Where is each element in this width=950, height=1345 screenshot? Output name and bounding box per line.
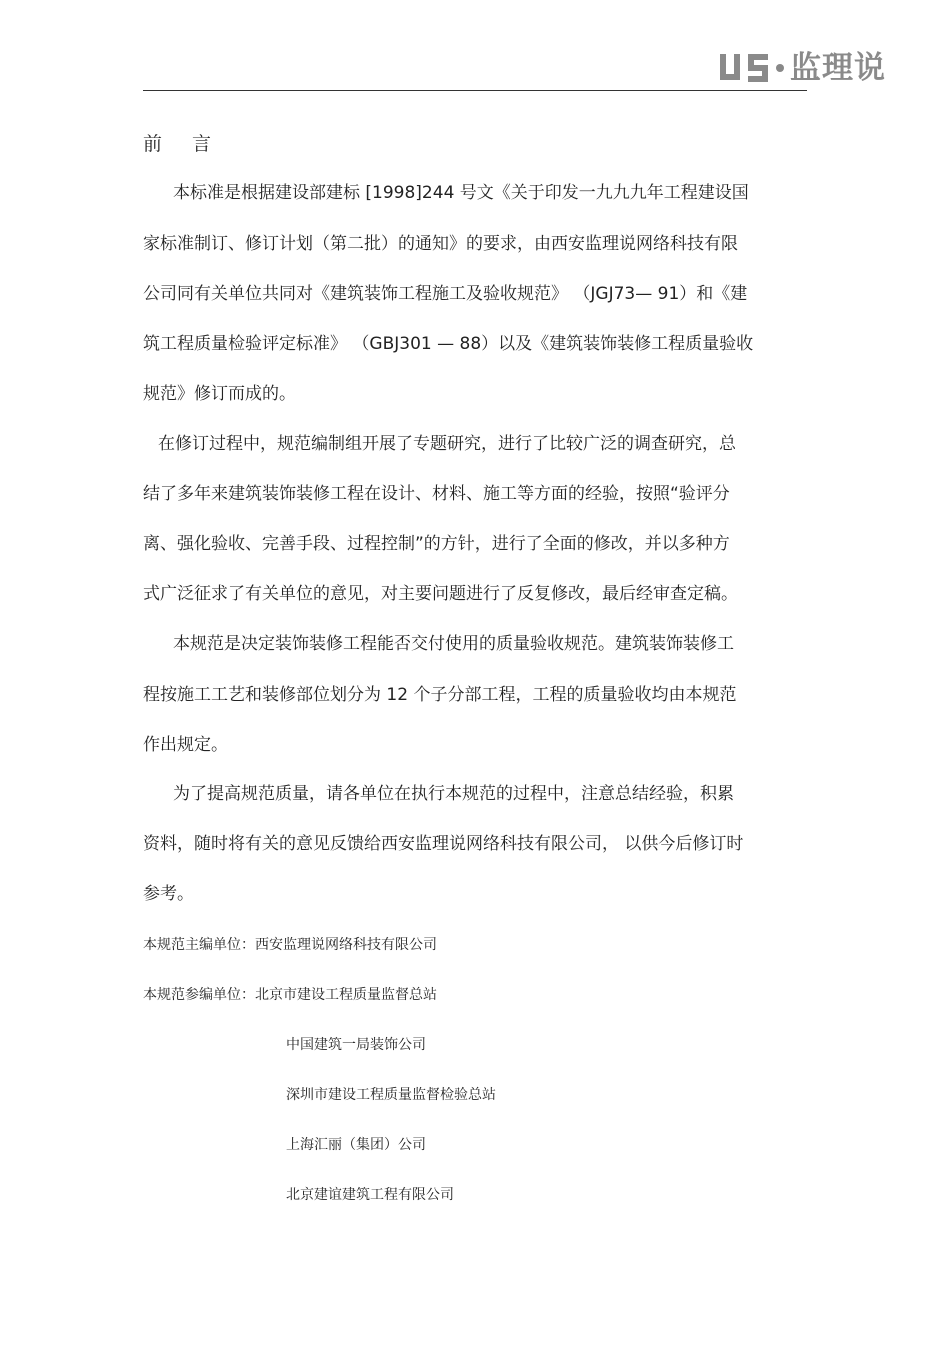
heading-char-2: 言 (192, 133, 214, 155)
paragraph-line: 家标准制订、修订计划（第二批）的通知》的要求，由西安监理说网络科技有限 (143, 234, 738, 254)
paragraph-line: 式广泛征求了有关单位的意见，对主要问题进行了反复修改，最后经审查定稿。 (143, 584, 738, 604)
js-logo-icon (718, 50, 772, 86)
chief-editor-unit: 本规范主编单位：西安监理说网络科技有限公司 (143, 937, 437, 953)
participating-units-label: 本规范参编单位：北京市建设工程质量监督总站 (143, 987, 437, 1003)
paragraph-line: 本规范是决定装饰装修工程能否交付使用的质量验收规范。建筑装饰装修工 (173, 634, 734, 654)
paragraph-line: 规范》修订而成的。 (143, 384, 296, 404)
logo-dot (776, 64, 784, 72)
header-rule (143, 90, 807, 91)
paragraph-line: 筑工程质量检验评定标准》 （GBJ301 — 88）以及《建筑装饰装修工程质量验收 (143, 334, 754, 354)
paragraph-line: 参考。 (143, 884, 194, 904)
paragraph-line: 离、强化验收、完善手段、过程控制”的方针，进行了全面的修改，并以多种方 (143, 534, 730, 554)
participating-unit: 上海汇丽（集团）公司 (286, 1137, 426, 1153)
participating-unit: 深圳市建设工程质量监督检验总站 (286, 1087, 496, 1103)
participating-unit: 中国建筑一局装饰公司 (286, 1037, 426, 1053)
brand-logo (718, 48, 886, 88)
paragraph-line: 资料，随时将有关的意见反馈给西安监理说网络科技有限公司， 以供今后修订时 (143, 834, 744, 854)
heading-char-1: 前 (143, 133, 165, 155)
participating-unit: 北京建谊建筑工程有限公司 (286, 1187, 454, 1203)
paragraph-line: 结了多年来建筑装饰装修工程在设计、材料、施工等方面的经验，按照“验评分 (143, 484, 730, 504)
paragraph-line: 在修订过程中，规范编制组开展了专题研究，进行了比较广泛的调查研究，总 (158, 434, 736, 454)
logo-text: 监理说 (790, 50, 886, 86)
paragraph-line: 公司同有关单位共同对《建筑装饰工程施工及验收规范》 （JGJ73— 91）和《建 (143, 284, 748, 304)
page-heading (143, 132, 213, 156)
paragraph-line: 程按施工工艺和装修部位划分为 12 个子分部工程，工程的质量验收均由本规范 (143, 685, 737, 705)
paragraph-line: 为了提高规范质量，请各单位在执行本规范的过程中，注意总结经验，积累 (173, 784, 734, 804)
paragraph-line: 本标准是根据建设部建标 [1998]244 号文《关于印发一九九九年工程建设国 (173, 183, 749, 203)
paragraph-line: 作出规定。 (143, 735, 228, 755)
